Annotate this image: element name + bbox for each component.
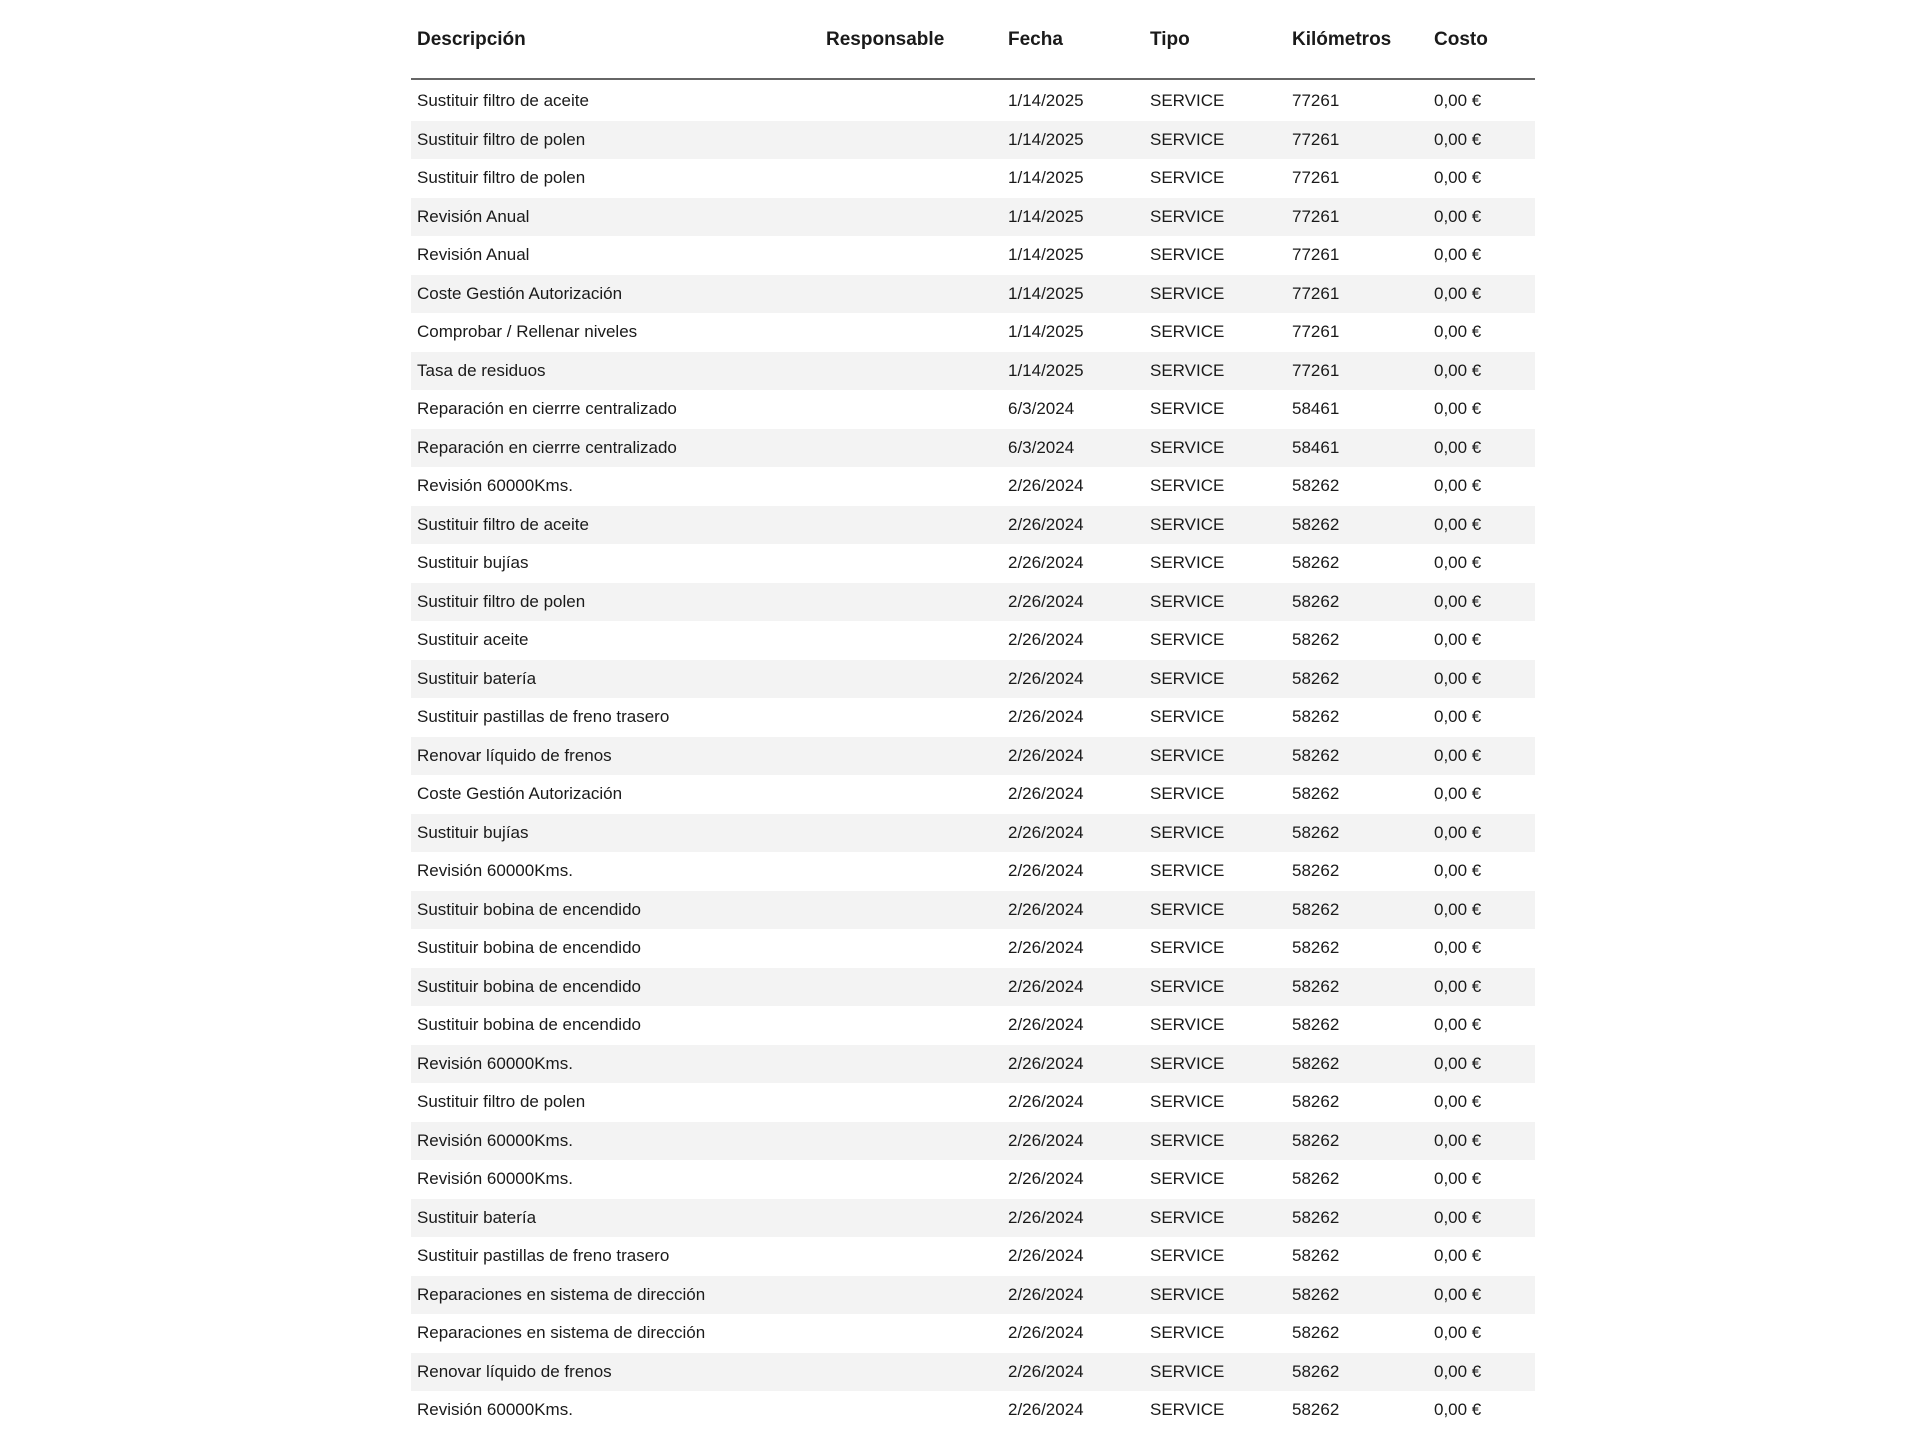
table-row[interactable] <box>411 159 1535 198</box>
cell-descripcion: Sustituir filtro de polen <box>417 591 586 611</box>
cell-kilometros: 58262 <box>1292 1169 1340 1189</box>
table-row[interactable] <box>411 467 1535 506</box>
cell-kilometros: 58262 <box>1292 514 1340 534</box>
cell-tipo: SERVICE <box>1150 168 1225 188</box>
cell-costo: 0,00 € <box>1434 514 1482 534</box>
cell-fecha: 2/26/2024 <box>1008 630 1084 650</box>
cell-fecha: 2/26/2024 <box>1008 707 1084 727</box>
cell-descripcion: Comprobar / Rellenar niveles <box>417 322 638 342</box>
table-row[interactable] <box>411 429 1535 468</box>
table-row[interactable] <box>411 121 1535 160</box>
cell-tipo: SERVICE <box>1150 899 1225 919</box>
cell-fecha: 1/14/2025 <box>1008 129 1084 149</box>
cell-tipo: SERVICE <box>1150 1323 1225 1343</box>
cell-fecha: 2/26/2024 <box>1008 1400 1084 1420</box>
table-row[interactable] <box>411 621 1535 660</box>
cell-costo: 0,00 € <box>1434 1169 1482 1189</box>
cell-kilometros: 58262 <box>1292 938 1340 958</box>
cell-kilometros: 58262 <box>1292 784 1340 804</box>
table-row[interactable] <box>411 737 1535 776</box>
table-row[interactable] <box>411 1083 1535 1122</box>
table-row[interactable] <box>411 891 1535 930</box>
cell-kilometros: 77261 <box>1292 129 1340 149</box>
cell-costo: 0,00 € <box>1434 245 1482 265</box>
cell-kilometros: 58262 <box>1292 591 1340 611</box>
cell-kilometros: 58262 <box>1292 745 1340 765</box>
cell-descripcion: Sustituir pastillas de freno trasero <box>417 707 670 727</box>
cell-descripcion: Sustituir batería <box>417 1207 537 1227</box>
service-history-table <box>411 0 1535 1430</box>
cell-descripcion: Revisión 60000Kms. <box>417 476 573 496</box>
cell-kilometros: 58262 <box>1292 476 1340 496</box>
table-row[interactable] <box>411 390 1535 429</box>
table-row[interactable] <box>411 1314 1535 1353</box>
cell-fecha: 1/14/2025 <box>1008 283 1084 303</box>
cell-kilometros: 58262 <box>1292 630 1340 650</box>
table-row[interactable] <box>411 1045 1535 1084</box>
cell-tipo: SERVICE <box>1150 399 1225 419</box>
cell-costo: 0,00 € <box>1434 1284 1482 1304</box>
cell-descripcion: Coste Gestión Autorización <box>417 784 623 804</box>
cell-costo: 0,00 € <box>1434 322 1482 342</box>
table-row[interactable] <box>411 275 1535 314</box>
header-descripcion[interactable]: Descripción <box>417 29 526 50</box>
cell-tipo: SERVICE <box>1150 784 1225 804</box>
cell-fecha: 2/26/2024 <box>1008 976 1084 996</box>
cell-descripcion: Revisión 60000Kms. <box>417 1169 573 1189</box>
cell-kilometros: 58262 <box>1292 1361 1340 1381</box>
table-row[interactable] <box>411 1391 1535 1430</box>
table-row[interactable] <box>411 236 1535 275</box>
table-row[interactable] <box>411 660 1535 699</box>
cell-tipo: SERVICE <box>1150 437 1225 457</box>
table-row[interactable] <box>411 698 1535 737</box>
cell-fecha: 2/26/2024 <box>1008 861 1084 881</box>
cell-costo: 0,00 € <box>1434 1207 1482 1227</box>
cell-tipo: SERVICE <box>1150 1169 1225 1189</box>
table-row[interactable] <box>411 1353 1535 1392</box>
cell-costo: 0,00 € <box>1434 553 1482 573</box>
table-row[interactable] <box>411 1160 1535 1199</box>
table-row[interactable] <box>411 82 1535 121</box>
cell-tipo: SERVICE <box>1150 476 1225 496</box>
cell-fecha: 2/26/2024 <box>1008 784 1084 804</box>
cell-descripcion: Coste Gestión Autorización <box>417 283 623 303</box>
cell-kilometros: 58262 <box>1292 1284 1340 1304</box>
cell-costo: 0,00 € <box>1434 399 1482 419</box>
cell-kilometros: 58262 <box>1292 899 1340 919</box>
cell-costo: 0,00 € <box>1434 822 1482 842</box>
cell-costo: 0,00 € <box>1434 476 1482 496</box>
cell-kilometros: 77261 <box>1292 168 1340 188</box>
cell-fecha: 2/26/2024 <box>1008 899 1084 919</box>
cell-tipo: SERVICE <box>1150 822 1225 842</box>
cell-kilometros: 58262 <box>1292 1130 1340 1150</box>
cell-fecha: 1/14/2025 <box>1008 206 1084 226</box>
cell-fecha: 2/26/2024 <box>1008 938 1084 958</box>
cell-tipo: SERVICE <box>1150 360 1225 380</box>
cell-kilometros: 58262 <box>1292 1323 1340 1343</box>
cell-descripcion: Renovar líquido de frenos <box>417 745 612 765</box>
table-row[interactable] <box>411 198 1535 237</box>
cell-kilometros: 77261 <box>1292 91 1340 111</box>
cell-fecha: 2/26/2024 <box>1008 553 1084 573</box>
cell-descripcion: Sustituir bobina de encendido <box>417 938 641 958</box>
table-row[interactable] <box>411 1122 1535 1161</box>
cell-kilometros: 58262 <box>1292 707 1340 727</box>
cell-tipo: SERVICE <box>1150 1207 1225 1227</box>
table-row[interactable] <box>411 1237 1535 1276</box>
cell-tipo: SERVICE <box>1150 129 1225 149</box>
cell-fecha: 2/26/2024 <box>1008 514 1084 534</box>
cell-costo: 0,00 € <box>1434 861 1482 881</box>
cell-fecha: 6/3/2024 <box>1008 399 1075 419</box>
cell-fecha: 2/26/2024 <box>1008 668 1084 688</box>
header-kilometros[interactable]: Kilómetros <box>1292 29 1392 50</box>
cell-kilometros: 58262 <box>1292 1400 1340 1420</box>
cell-costo: 0,00 € <box>1434 360 1482 380</box>
cell-descripcion: Sustituir filtro de polen <box>417 168 586 188</box>
cell-descripcion: Revisión 60000Kms. <box>417 861 573 881</box>
cell-tipo: SERVICE <box>1150 1092 1225 1112</box>
cell-descripcion: Revisión 60000Kms. <box>417 1053 573 1073</box>
table-row[interactable] <box>411 852 1535 891</box>
cell-tipo: SERVICE <box>1150 206 1225 226</box>
cell-tipo: SERVICE <box>1150 1246 1225 1266</box>
cell-descripcion: Renovar líquido de frenos <box>417 1361 612 1381</box>
cell-tipo: SERVICE <box>1150 1400 1225 1420</box>
cell-costo: 0,00 € <box>1434 668 1482 688</box>
cell-tipo: SERVICE <box>1150 1015 1225 1035</box>
cell-kilometros: 77261 <box>1292 206 1340 226</box>
cell-tipo: SERVICE <box>1150 591 1225 611</box>
cell-kilometros: 77261 <box>1292 245 1340 265</box>
cell-costo: 0,00 € <box>1434 1015 1482 1035</box>
cell-descripcion: Sustituir bujías <box>417 553 529 573</box>
header-costo[interactable]: Costo <box>1434 29 1488 50</box>
cell-costo: 0,00 € <box>1434 1053 1482 1073</box>
cell-fecha: 1/14/2025 <box>1008 245 1084 265</box>
cell-descripcion: Sustituir filtro de aceite <box>417 514 589 534</box>
cell-kilometros: 77261 <box>1292 283 1340 303</box>
cell-costo: 0,00 € <box>1434 437 1482 457</box>
cell-costo: 0,00 € <box>1434 129 1482 149</box>
table-row[interactable] <box>411 968 1535 1007</box>
header-fecha[interactable]: Fecha <box>1008 29 1063 50</box>
table-row[interactable] <box>411 352 1535 391</box>
cell-tipo: SERVICE <box>1150 1284 1225 1304</box>
cell-fecha: 6/3/2024 <box>1008 437 1075 457</box>
cell-costo: 0,00 € <box>1434 630 1482 650</box>
cell-fecha: 2/26/2024 <box>1008 1169 1084 1189</box>
cell-kilometros: 77261 <box>1292 322 1340 342</box>
cell-descripcion: Reparaciones en sistema de dirección <box>417 1284 706 1304</box>
table-row[interactable] <box>411 1006 1535 1045</box>
table-row[interactable] <box>411 1199 1535 1238</box>
cell-descripcion: Revisión Anual <box>417 206 530 226</box>
cell-kilometros: 58262 <box>1292 1207 1340 1227</box>
cell-fecha: 2/26/2024 <box>1008 745 1084 765</box>
cell-descripcion: Sustituir batería <box>417 668 537 688</box>
cell-tipo: SERVICE <box>1150 91 1225 111</box>
cell-descripcion: Reparación en cierrre centralizado <box>417 399 677 419</box>
cell-descripcion: Sustituir aceite <box>417 630 529 650</box>
cell-descripcion: Sustituir filtro de polen <box>417 129 586 149</box>
cell-kilometros: 77261 <box>1292 360 1340 380</box>
cell-kilometros: 58461 <box>1292 437 1340 457</box>
cell-descripcion: Revisión 60000Kms. <box>417 1400 573 1420</box>
cell-kilometros: 58262 <box>1292 976 1340 996</box>
cell-fecha: 2/26/2024 <box>1008 1053 1084 1073</box>
cell-tipo: SERVICE <box>1150 245 1225 265</box>
cell-tipo: SERVICE <box>1150 1053 1225 1073</box>
cell-fecha: 2/26/2024 <box>1008 1015 1084 1035</box>
table-row[interactable] <box>411 313 1535 352</box>
cell-tipo: SERVICE <box>1150 630 1225 650</box>
cell-costo: 0,00 € <box>1434 1130 1482 1150</box>
cell-kilometros: 58262 <box>1292 1246 1340 1266</box>
cell-fecha: 1/14/2025 <box>1008 322 1084 342</box>
table-row[interactable] <box>411 1276 1535 1315</box>
cell-costo: 0,00 € <box>1434 591 1482 611</box>
cell-costo: 0,00 € <box>1434 1246 1482 1266</box>
cell-fecha: 2/26/2024 <box>1008 1130 1084 1150</box>
cell-costo: 0,00 € <box>1434 206 1482 226</box>
cell-descripcion: Revisión 60000Kms. <box>417 1130 573 1150</box>
cell-fecha: 2/26/2024 <box>1008 591 1084 611</box>
cell-costo: 0,00 € <box>1434 707 1482 727</box>
cell-kilometros: 58262 <box>1292 861 1340 881</box>
cell-descripcion: Reparaciones en sistema de dirección <box>417 1323 706 1343</box>
table-body <box>411 80 1535 1430</box>
cell-fecha: 2/26/2024 <box>1008 1092 1084 1112</box>
cell-fecha: 1/14/2025 <box>1008 168 1084 188</box>
cell-descripcion: Revisión Anual <box>417 245 530 265</box>
cell-tipo: SERVICE <box>1150 322 1225 342</box>
table-row[interactable] <box>411 506 1535 545</box>
cell-costo: 0,00 € <box>1434 1323 1482 1343</box>
cell-tipo: SERVICE <box>1150 1130 1225 1150</box>
cell-tipo: SERVICE <box>1150 553 1225 573</box>
cell-costo: 0,00 € <box>1434 168 1482 188</box>
cell-costo: 0,00 € <box>1434 899 1482 919</box>
cell-tipo: SERVICE <box>1150 668 1225 688</box>
cell-descripcion: Sustituir filtro de polen <box>417 1092 586 1112</box>
cell-kilometros: 58262 <box>1292 822 1340 842</box>
cell-descripcion: Reparación en cierrre centralizado <box>417 437 677 457</box>
cell-descripcion: Sustituir bobina de encendido <box>417 976 641 996</box>
cell-fecha: 2/26/2024 <box>1008 1323 1084 1343</box>
cell-descripcion: Tasa de residuos <box>417 360 546 380</box>
cell-kilometros: 58262 <box>1292 668 1340 688</box>
header-responsable[interactable]: Responsable <box>826 29 945 50</box>
cell-tipo: SERVICE <box>1150 514 1225 534</box>
table-row[interactable] <box>411 814 1535 853</box>
cell-costo: 0,00 € <box>1434 1400 1482 1420</box>
cell-kilometros: 58262 <box>1292 1092 1340 1112</box>
cell-costo: 0,00 € <box>1434 784 1482 804</box>
cell-kilometros: 58262 <box>1292 1015 1340 1035</box>
cell-fecha: 2/26/2024 <box>1008 1284 1084 1304</box>
cell-costo: 0,00 € <box>1434 938 1482 958</box>
cell-tipo: SERVICE <box>1150 976 1225 996</box>
table-row[interactable] <box>411 929 1535 968</box>
table-row[interactable] <box>411 544 1535 583</box>
cell-costo: 0,00 € <box>1434 91 1482 111</box>
table-row[interactable] <box>411 583 1535 622</box>
cell-costo: 0,00 € <box>1434 745 1482 765</box>
cell-descripcion: Sustituir bobina de encendido <box>417 1015 641 1035</box>
cell-fecha: 2/26/2024 <box>1008 1361 1084 1381</box>
table-header-row <box>411 0 1535 80</box>
cell-fecha: 1/14/2025 <box>1008 360 1084 380</box>
cell-costo: 0,00 € <box>1434 283 1482 303</box>
cell-fecha: 2/26/2024 <box>1008 1246 1084 1266</box>
cell-fecha: 2/26/2024 <box>1008 476 1084 496</box>
cell-kilometros: 58461 <box>1292 399 1340 419</box>
cell-tipo: SERVICE <box>1150 707 1225 727</box>
cell-tipo: SERVICE <box>1150 745 1225 765</box>
cell-fecha: 1/14/2025 <box>1008 91 1084 111</box>
cell-kilometros: 58262 <box>1292 1053 1340 1073</box>
cell-descripcion: Sustituir bobina de encendido <box>417 899 641 919</box>
cell-tipo: SERVICE <box>1150 283 1225 303</box>
table-row[interactable] <box>411 775 1535 814</box>
header-tipo[interactable]: Tipo <box>1150 29 1190 50</box>
cell-fecha: 2/26/2024 <box>1008 822 1084 842</box>
cell-tipo: SERVICE <box>1150 861 1225 881</box>
cell-tipo: SERVICE <box>1150 938 1225 958</box>
cell-costo: 0,00 € <box>1434 976 1482 996</box>
cell-costo: 0,00 € <box>1434 1361 1482 1381</box>
cell-tipo: SERVICE <box>1150 1361 1225 1381</box>
cell-costo: 0,00 € <box>1434 1092 1482 1112</box>
cell-descripcion: Sustituir bujías <box>417 822 529 842</box>
cell-kilometros: 58262 <box>1292 553 1340 573</box>
cell-descripcion: Sustituir pastillas de freno trasero <box>417 1246 670 1266</box>
cell-fecha: 2/26/2024 <box>1008 1207 1084 1227</box>
cell-descripcion: Sustituir filtro de aceite <box>417 91 589 111</box>
